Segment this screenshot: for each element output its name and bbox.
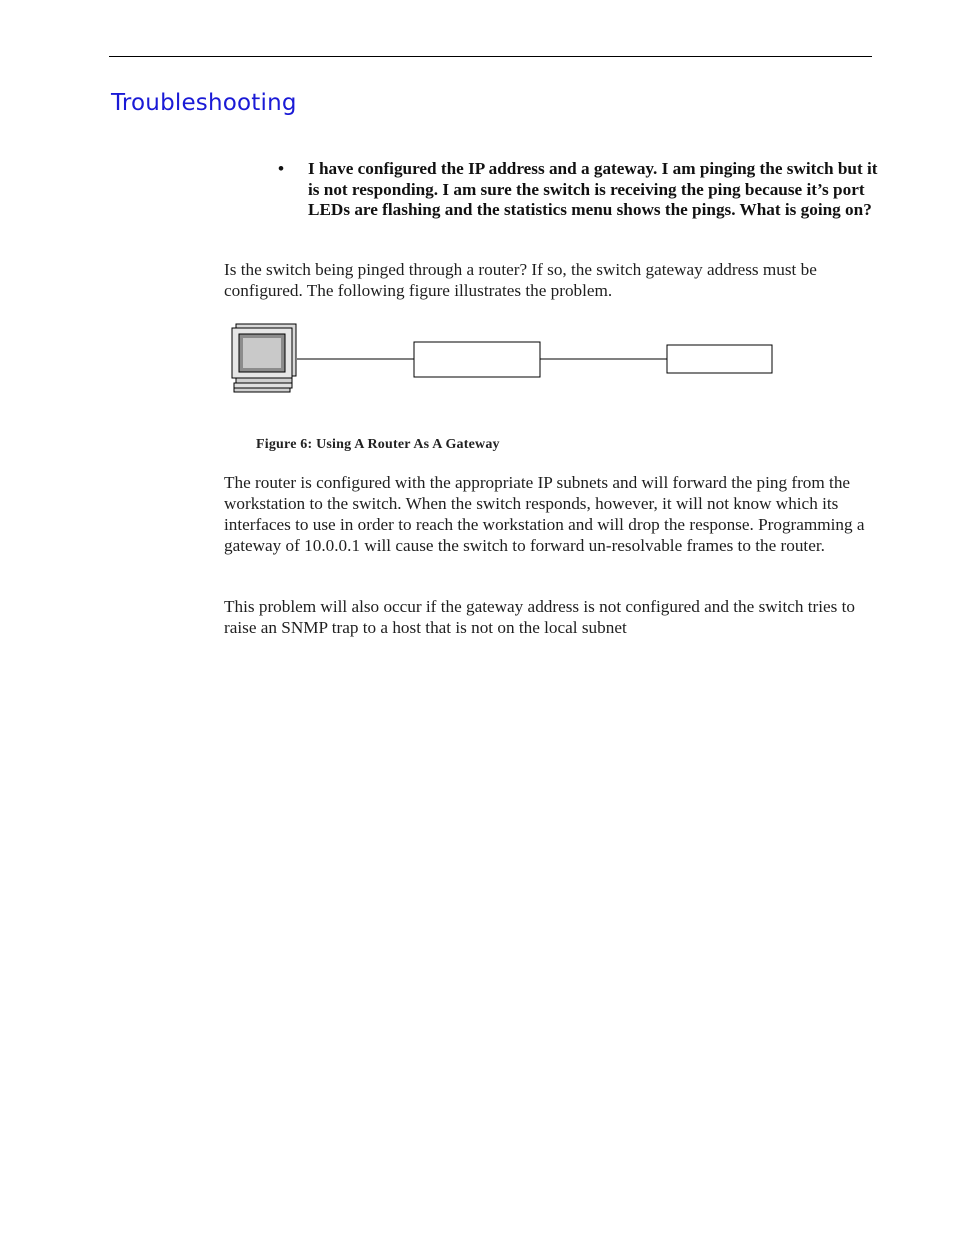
figure-caption: Figure 6: Using A Router As A Gateway xyxy=(256,437,500,452)
faq-question-text: I have configured the IP address and a gateway. I am pinging the switch but it is not responding. I am sure the switch is receiving the ping because it’s port LEDs are flashing and the statistics menu shows the pings. What is going on? xyxy=(308,159,878,220)
switch-box xyxy=(667,345,772,373)
section-heading: Troubleshooting xyxy=(111,90,297,116)
bullet-icon: • xyxy=(278,159,285,178)
workstation-icon xyxy=(232,324,296,392)
snmp-trap-paragraph: This problem will also occur if the gateway address is not configured and the switch tries to raise an SNMP trap to a host that is not on the local subnet xyxy=(224,597,856,637)
faq-question xyxy=(278,159,878,221)
header-rule xyxy=(109,56,872,57)
intro-paragraph: Is the switch being pinged through a router? If so, the switch gateway address must be configured. The following figure illustrates the problem. xyxy=(224,260,817,300)
network-diagram xyxy=(224,318,784,398)
router-explanation-paragraph: The router is configured with the appropriate IP subnets and will forward the ping from the workstation to the switch. When the switch responds, however, it will not know which its interfaces to use in order to reach the workstation and will drop the response. Programming a gateway of 10.0.0.1 will cause the switch to forward un-resolvable frames to the router. xyxy=(224,473,865,555)
router-box xyxy=(414,342,540,377)
